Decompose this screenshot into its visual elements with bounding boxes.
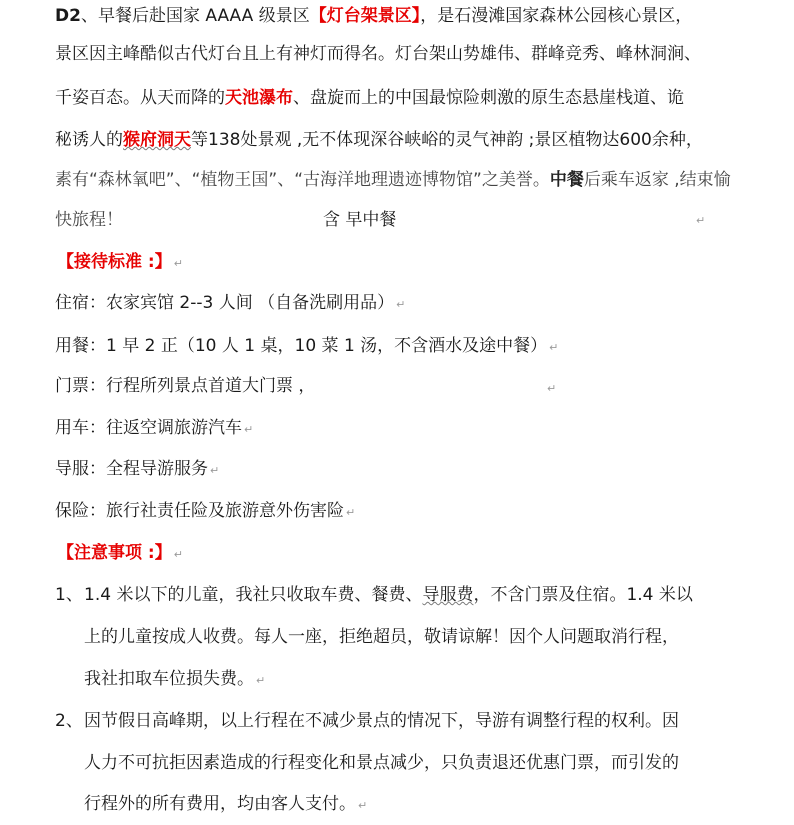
note-1-line-3 [84, 667, 265, 693]
text: 等138处景观 ,无不体现深谷峡峪的灵气神韵 ;景区植物达600余种， [191, 130, 703, 150]
heading-text: 【注意事项 :】 [57, 543, 172, 563]
d2-line-4 [55, 128, 703, 152]
note-2-number: 2、 [55, 711, 83, 731]
text: 导服：全程导游服务 [55, 459, 208, 479]
highlight-scenic-area: 【灯台架景区】 [309, 6, 421, 26]
d2-line-1 [55, 4, 692, 28]
paragraph-mark-icon: ↵ [244, 423, 254, 436]
note-1-line-1 [84, 583, 693, 607]
standard-item-guide [55, 457, 219, 483]
text: 、早餐后赴国家 AAAA 级景区 [80, 6, 310, 26]
text: 保险：旅行社责任险及旅游意外伤害险 [55, 501, 344, 521]
text: 后乘车返家 ,结束愉 [583, 170, 731, 190]
text: 导服费 [422, 585, 474, 605]
day-label: D2 [55, 6, 81, 26]
text: 千姿百态。从天而降的 [55, 88, 225, 108]
highlight-waterfall: 天池瀑布 [225, 88, 293, 108]
paragraph-mark-icon: ↵ [358, 799, 368, 812]
highlight-monkey-cave: 猴府洞天 [123, 130, 191, 150]
text: ，不含门票及住宿。1.4 米以 [473, 585, 693, 605]
text: 用餐：1 早 2 正（10 人 1 桌，10 菜 1 汤，不含酒水及途中餐） [55, 336, 548, 356]
standard-item-lodging [55, 291, 405, 317]
paragraph-mark-icon: ↵ [549, 341, 559, 354]
standard-item-meals [55, 334, 558, 360]
paragraph-mark-icon: ↵ [696, 214, 706, 227]
text: 我社扣取车位损失费。 [84, 669, 254, 689]
paragraph-mark-icon: ↵ [173, 548, 183, 561]
note-2-line-3 [84, 792, 367, 818]
text: 、盘旋而上的中国最惊险刺激的原生态悬崖栈道、诡 [293, 88, 684, 108]
text: 行程外的所有费用，均由客人支付。 [84, 794, 356, 814]
text: 1.4 米以下的儿童，我社只收取车费、餐费、 [84, 585, 423, 605]
paragraph-mark-icon: ↵ [346, 506, 356, 519]
text: 门票：行程所列景点首道大门票 ， [55, 376, 316, 396]
paragraph-mark-icon: ↵ [396, 298, 406, 311]
meals-included: 含 早中餐 [323, 210, 397, 230]
note-2-line-2: 人力不可抗拒因素造成的行程变化和景点减少，只负责退还优惠门票，而引发的 [84, 753, 679, 773]
d2-line-6: 快旅程！ [55, 210, 123, 230]
paragraph-mark-icon: ↵ [256, 674, 266, 687]
d2-line-3 [55, 86, 684, 110]
text: 住宿：农家宾馆 2--3 人间 （自备洗刷用品） [55, 293, 395, 313]
standard-item-insurance [55, 499, 355, 525]
note-2-line-1: 因节假日高峰期，以上行程在不减少景点的情况下，导游有调整行程的权利。因 [84, 711, 679, 731]
text: 素有“森林氧吧”、“植物王国”、“古海洋地理遗迹博物馆”之美誉。 [55, 170, 550, 190]
text: 用车：往返空调旅游汽车 [55, 418, 242, 438]
paragraph-mark-icon: ↵ [173, 257, 183, 270]
d2-line-5 [55, 168, 731, 192]
note-1-number: 1、 [55, 585, 83, 605]
paragraph-mark-icon: ↵ [210, 464, 220, 477]
notes-heading [57, 541, 183, 567]
d2-line-2: 景区因主峰酷似古代灯台且上有神灯而得名。灯台架山势雄伟、群峰竞秀、峰林洞涧、 [55, 44, 701, 64]
note-1-line-2: 上的儿童按成人收费。每人一座，拒绝超员，敬请谅解！因个人问题取消行程， [84, 627, 679, 647]
standard-item-tickets [55, 374, 315, 398]
heading-text: 【接待标准 :】 [57, 252, 172, 272]
paragraph-mark-icon: ↵ [547, 382, 557, 395]
standard-heading [57, 250, 183, 276]
standard-item-transport [55, 416, 253, 442]
text: 秘诱人的 [55, 130, 123, 150]
text: ，是石漫滩国家森林公园核心景区， [420, 6, 693, 26]
text: 中餐 [549, 170, 584, 190]
